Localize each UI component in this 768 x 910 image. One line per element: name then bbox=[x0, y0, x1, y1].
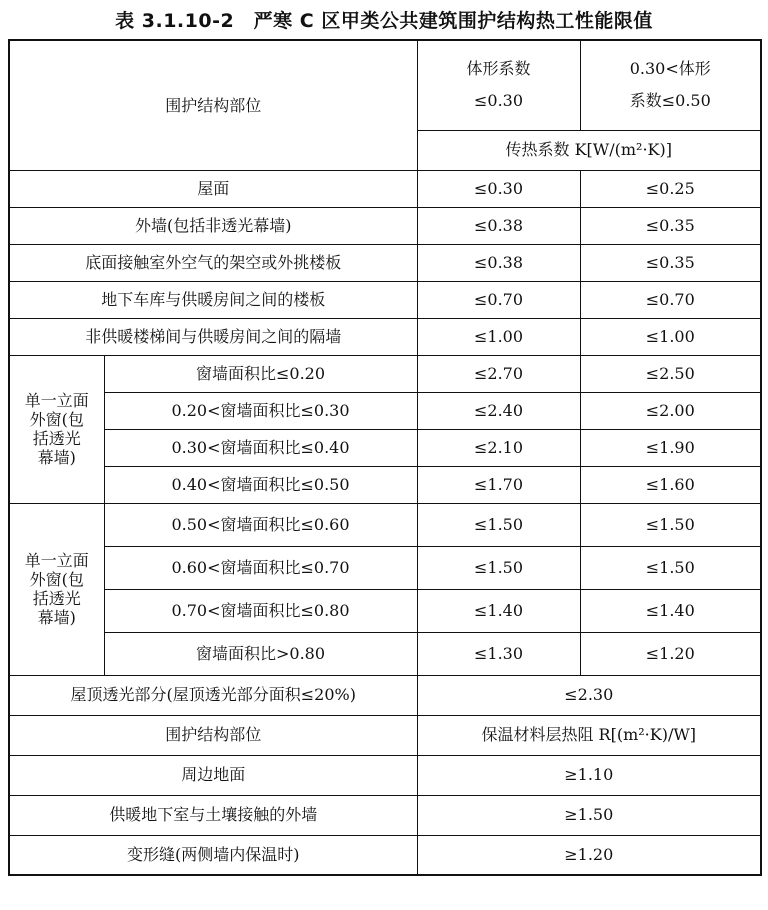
row-name: 窗墙面积比≤0.20 bbox=[104, 355, 417, 392]
row-name: 屋面 bbox=[9, 170, 417, 207]
row-value-1: ≤0.30 bbox=[417, 170, 580, 207]
table-row bbox=[9, 170, 761, 207]
shape-coef-header-1 bbox=[417, 40, 580, 130]
table-row bbox=[9, 392, 761, 429]
r-header-row bbox=[9, 715, 761, 755]
k-unit-header: 传热系数 K[W/(m²·K)] bbox=[417, 130, 761, 170]
table-title: 表 3.1.10-2 严寒 C 区甲类公共建筑围护结构热工性能限值 bbox=[115, 10, 653, 32]
row-value-1: ≤0.38 bbox=[417, 207, 580, 244]
row-value-2: ≤1.50 bbox=[580, 503, 761, 546]
row-value-2: ≤1.50 bbox=[580, 546, 761, 589]
shape-coef-2-line1: 0.30<体形 bbox=[629, 59, 711, 79]
group-label-line: 括透光 bbox=[32, 429, 81, 448]
row-name: 地下车库与供暖房间之间的楼板 bbox=[9, 281, 417, 318]
row-name: 外墙(包括非透光幕墙) bbox=[9, 207, 417, 244]
r-unit-header: 保温材料层热阻 R[(m²·K)/W] bbox=[417, 715, 761, 755]
row-name: 周边地面 bbox=[9, 755, 417, 795]
row-value: ≥1.50 bbox=[417, 795, 761, 835]
shape-coef-1-line1: 体形系数 bbox=[466, 59, 531, 79]
row-value-1: ≤0.70 bbox=[417, 281, 580, 318]
row-value-2: ≤2.50 bbox=[580, 355, 761, 392]
group-label-line: 外窗(包 bbox=[29, 409, 84, 429]
row-name: 0.60<窗墙面积比≤0.70 bbox=[104, 546, 417, 589]
table-row bbox=[9, 675, 761, 715]
row-name: 0.20<窗墙面积比≤0.30 bbox=[104, 392, 417, 429]
table-row bbox=[9, 429, 761, 466]
row-value-2: ≤0.35 bbox=[580, 244, 761, 281]
table-row bbox=[9, 244, 761, 281]
row-name: 窗墙面积比>0.80 bbox=[104, 632, 417, 675]
row-name: 变形缝(两侧墙内保温时) bbox=[9, 835, 417, 875]
row-value-1: ≤1.50 bbox=[417, 503, 580, 546]
row-value-1: ≤2.10 bbox=[417, 429, 580, 466]
table-row bbox=[9, 835, 761, 875]
row-value-1: ≤2.40 bbox=[417, 392, 580, 429]
table-row bbox=[9, 318, 761, 355]
row-value: ≥1.10 bbox=[417, 755, 761, 795]
row-value-1: ≤1.70 bbox=[417, 466, 580, 503]
row-value-2: ≤1.20 bbox=[580, 632, 761, 675]
group-label-line: 幕墙) bbox=[37, 608, 76, 628]
table-row bbox=[9, 281, 761, 318]
table-row bbox=[9, 503, 761, 546]
thermal-performance-table bbox=[8, 39, 762, 876]
row-value-1: ≤1.40 bbox=[417, 589, 580, 632]
row-value-2: ≤1.90 bbox=[580, 429, 761, 466]
table-row bbox=[9, 546, 761, 589]
row-value-2: ≤0.25 bbox=[580, 170, 761, 207]
row-name: 非供暖楼梯间与供暖房间之间的隔墙 bbox=[9, 318, 417, 355]
row-name: 0.40<窗墙面积比≤0.50 bbox=[104, 466, 417, 503]
table-row bbox=[9, 207, 761, 244]
shape-coef-2-line2: 系数≤0.50 bbox=[629, 91, 711, 111]
row-value-1: ≤0.38 bbox=[417, 244, 580, 281]
row-name: 0.50<窗墙面积比≤0.60 bbox=[104, 503, 417, 546]
row-value-2: ≤1.60 bbox=[580, 466, 761, 503]
shape-coef-header-2 bbox=[580, 40, 761, 130]
table-row bbox=[9, 355, 761, 392]
skylight-value: ≤2.30 bbox=[417, 675, 761, 715]
table-row bbox=[9, 795, 761, 835]
group-label-line: 单一立面 bbox=[24, 390, 89, 410]
table-row bbox=[9, 589, 761, 632]
row-value: ≥1.20 bbox=[417, 835, 761, 875]
table-row bbox=[9, 755, 761, 795]
window-group-label bbox=[9, 503, 104, 675]
row-value-1: ≤1.00 bbox=[417, 318, 580, 355]
group-label-line: 幕墙) bbox=[37, 448, 76, 468]
shape-coef-1-line2: ≤0.30 bbox=[474, 91, 524, 111]
row-value-2: ≤1.00 bbox=[580, 318, 761, 355]
row-value-2: ≤0.70 bbox=[580, 281, 761, 318]
row-value-1: ≤1.30 bbox=[417, 632, 580, 675]
part-header-cell: 围护结构部位 bbox=[9, 40, 417, 170]
skylight-name: 屋顶透光部分(屋顶透光部分面积≤20%) bbox=[9, 675, 417, 715]
group-label-line: 外窗(包 bbox=[29, 569, 84, 589]
row-value-1: ≤2.70 bbox=[417, 355, 580, 392]
table-row bbox=[9, 632, 761, 675]
r-part-header: 围护结构部位 bbox=[9, 715, 417, 755]
row-value-2: ≤1.40 bbox=[580, 589, 761, 632]
window-group-label bbox=[9, 355, 104, 503]
table-row bbox=[9, 466, 761, 503]
group-label-line: 括透光 bbox=[32, 589, 81, 608]
row-value-2: ≤2.00 bbox=[580, 392, 761, 429]
row-value-2: ≤0.35 bbox=[580, 207, 761, 244]
row-name: 底面接触室外空气的架空或外挑楼板 bbox=[9, 244, 417, 281]
row-name: 0.30<窗墙面积比≤0.40 bbox=[104, 429, 417, 466]
row-value-1: ≤1.50 bbox=[417, 546, 580, 589]
header-row bbox=[9, 40, 761, 130]
row-name: 供暖地下室与土壤接触的外墙 bbox=[9, 795, 417, 835]
group-label-line: 单一立面 bbox=[24, 550, 89, 570]
row-name: 0.70<窗墙面积比≤0.80 bbox=[104, 589, 417, 632]
